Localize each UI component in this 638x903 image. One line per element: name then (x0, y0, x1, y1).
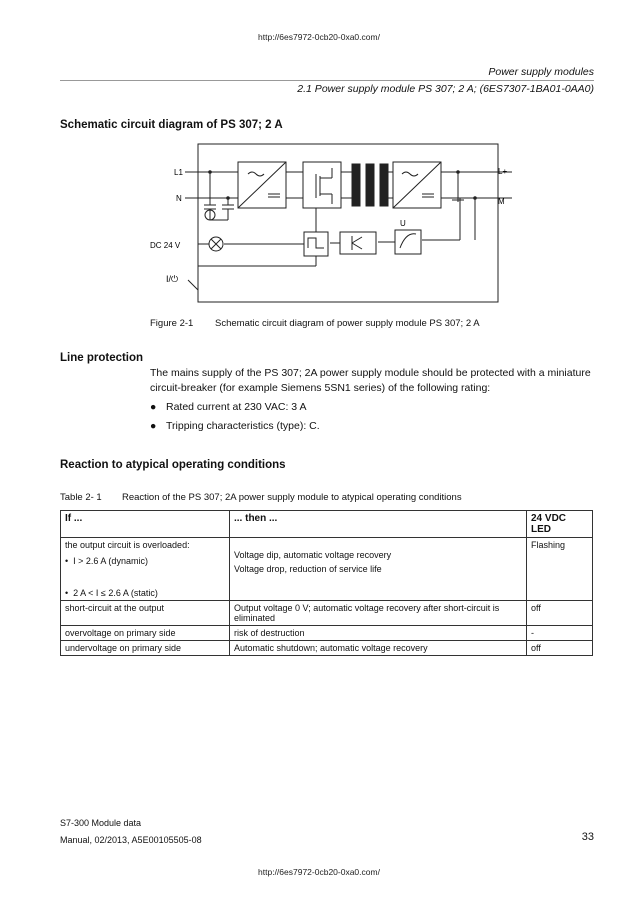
bottom-url: http://6es7972-0cb20-0xa0.com/ (258, 867, 380, 877)
cell-if: undervoltage on primary side (61, 641, 230, 656)
reaction-table (60, 510, 593, 656)
cell-led: off (527, 641, 593, 656)
schematic-heading: Schematic circuit diagram of PS 307; 2 A (60, 119, 283, 131)
figure-number: Figure 2-1 (150, 318, 194, 329)
cell-led: - (527, 626, 593, 641)
cell-if: short-circuit at the output (61, 601, 230, 626)
label-m: M (498, 197, 505, 206)
label-lplus: L+ (498, 167, 508, 176)
table-row (61, 626, 593, 641)
table-row (61, 641, 593, 656)
label-n: N (176, 194, 182, 203)
top-url: http://6es7972-0cb20-0xa0.com/ (258, 32, 380, 42)
schematic-diagram (140, 140, 520, 310)
reaction-heading: Reaction to atypical operating conditions (60, 459, 286, 471)
header-section: Power supply modules (488, 66, 594, 78)
line-protection-text: The mains supply of the PS 307; 2A power supply module should be protected with a miniature circuit-breaker (for example Siemens 5SN1 series) of the following rating: (150, 367, 591, 394)
line-protection-heading: Line protection (60, 352, 144, 364)
header-rule (60, 80, 594, 81)
table-header-row (61, 511, 593, 538)
list-item: ● Tripping characteristics (type): C. (150, 420, 320, 432)
footer-manual: Manual, 02/2013, A5E00105505-08 (60, 835, 202, 845)
cell-led: Flashing (527, 538, 593, 601)
cell-led: off (527, 601, 593, 626)
module-frame (198, 144, 498, 302)
header-led: 24 VDC LED (527, 511, 593, 538)
header-then: ... then ... (230, 511, 527, 538)
cell-then: Automatic shutdown; automatic voltage recovery (230, 641, 527, 656)
cell-if: the output circuit is overloaded: • I > 2.6 A (dynamic) • 2 A < I ≤ 2.6 A (static) (61, 538, 230, 601)
line-protection-bullets (150, 401, 320, 439)
header-subsection: 2.1 Power supply module PS 307; 2 A; (6ES7307-1BA01-0AA0) (297, 83, 594, 95)
cell-then: risk of destruction (230, 626, 527, 641)
label-dc24: DC 24 V (150, 241, 181, 250)
cell-if: overvoltage on primary side (61, 626, 230, 641)
table-number: Table 2- 1 (60, 492, 102, 503)
cell-then: Output voltage 0 V; automatic voltage recovery after short-circuit is eliminated (230, 601, 527, 626)
label-switch: I/⏻ (166, 274, 179, 284)
page-number: 33 (581, 831, 594, 843)
table-row (61, 601, 593, 626)
cell-then: Voltage dip, automatic voltage recovery Voltage drop, reduction of service life (230, 538, 527, 601)
label-l1: L1 (174, 168, 183, 177)
footer-title: S7-300 Module data (60, 818, 142, 828)
table-caption: Reaction of the PS 307; 2A power supply module to atypical operating conditions (122, 492, 462, 503)
list-item: ● Rated current at 230 VAC: 3 A (150, 401, 307, 413)
table-row (61, 538, 593, 601)
header-if: If ... (61, 511, 230, 538)
figure-caption: Schematic circuit diagram of power supply module PS 307; 2 A (215, 318, 480, 329)
label-u: U (400, 219, 406, 228)
